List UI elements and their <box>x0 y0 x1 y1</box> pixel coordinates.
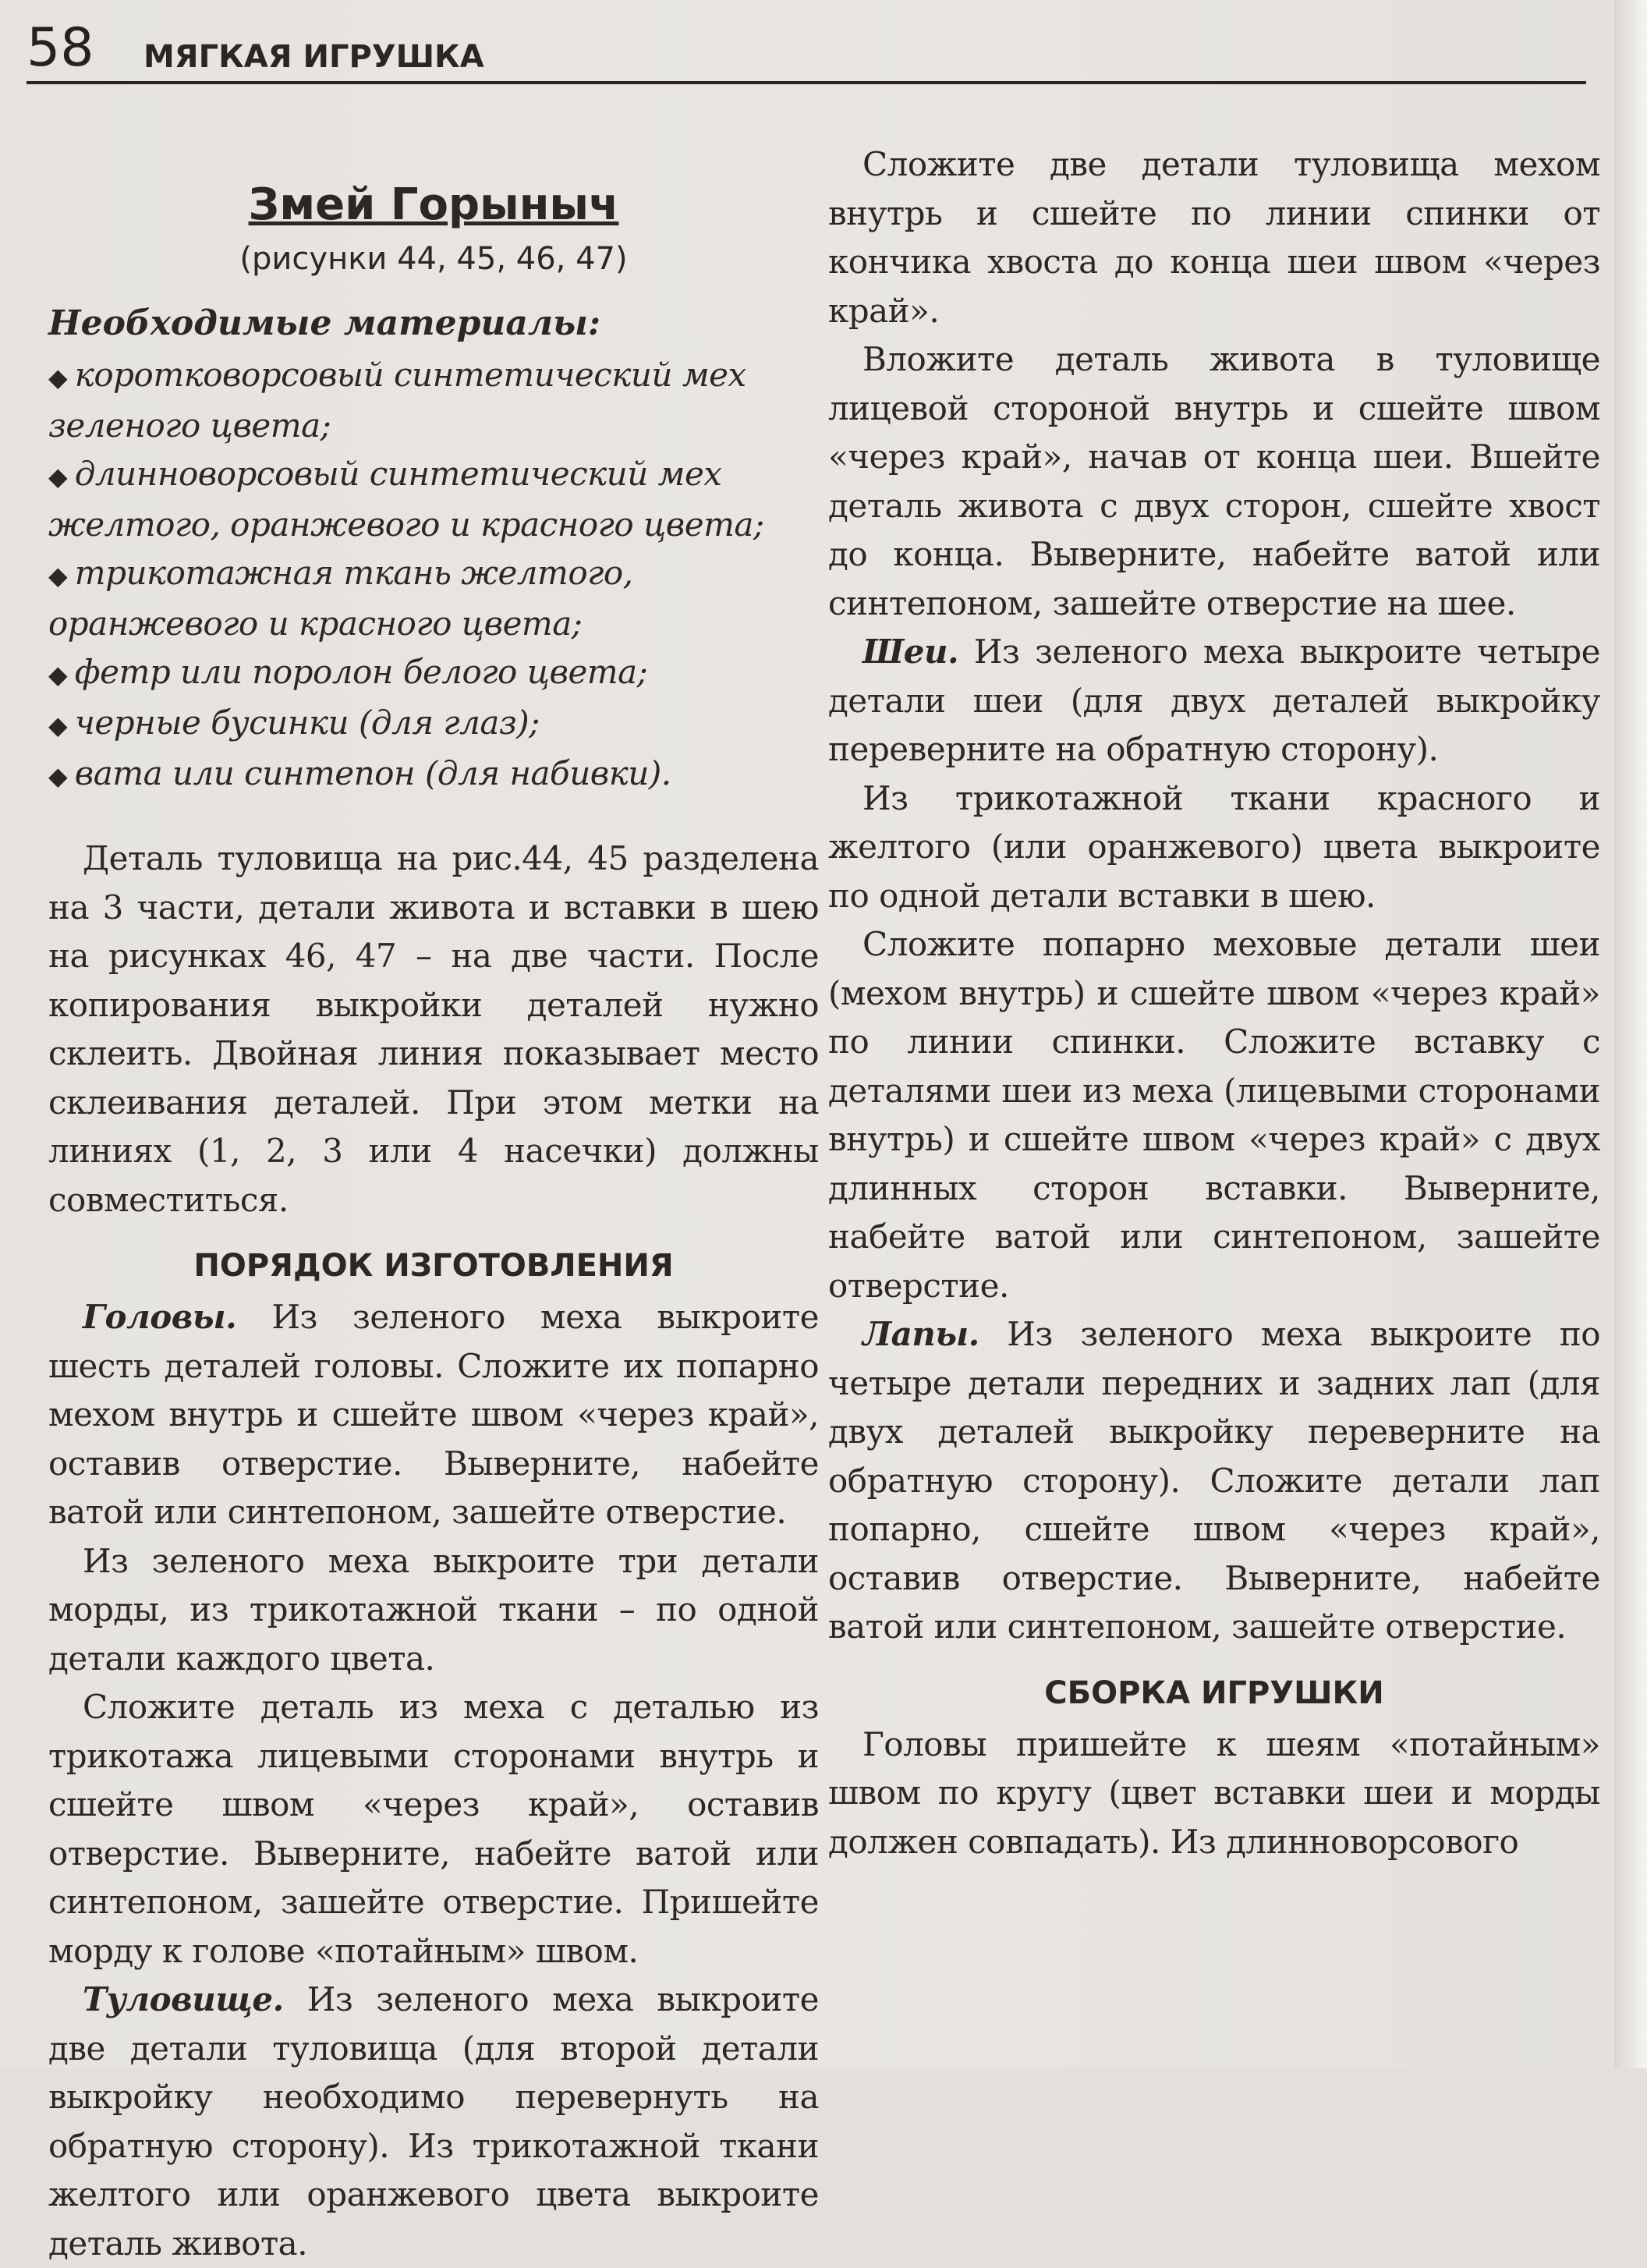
muzzle-paragraph-1: Из зеленого меха выкроите три детали морды, из трикотажной ткани – по одной детали каждого цвета. <box>48 1541 819 1678</box>
material-item: ◆ черные бусинки (для глаз); <box>48 699 819 750</box>
page-number: 58 <box>27 17 94 79</box>
body-lead: Туловище. <box>83 1980 284 2018</box>
paws-text: Из зеленого меха выкроите по четыре детали передних и задних лап (для двух деталей выкройку переверните на обратную сторону). Сложите детали лап попарно, сшейте швом «через край», оставив отверстие. Выверните, набейте ватой или синтепоном, зашейте отверстие. <box>828 1315 1600 1646</box>
materials-list <box>48 351 819 800</box>
heads-paragraph <box>48 1293 819 1537</box>
material-item: ◆ длинноворсовый синтетический мех желтого, оранжевого и красного цвета; <box>48 450 819 549</box>
paws-paragraph <box>828 1310 1600 1652</box>
necks-paragraph-3: Сложите попарно меховые детали шеи (мехом внутрь) и сшейте швом «через край» по линии спинки. Сложите вставку с деталями шеи из меха (лицевыми сторонами внутрь) и сшейте швом «через край» с двух длинных сторон вставки. Выверните, набейте ватой или синтепоном, зашейте отверстие. <box>828 925 1600 1305</box>
body-paragraph-3: Вложите деталь живота в туловище лицевой стороной внутрь и сшейте швом «через край», начав от конца шеи. Вшейте деталь живота с двух сторон, сшейте хвост до конца. Выверните, набейте ватой или синтепоном, зашейте отверстие на шее. <box>828 340 1600 622</box>
paws-lead: Лапы. <box>862 1315 979 1353</box>
necks-text: Из зеленого меха выкроите четыре детали шеи (для двух деталей выкройку переверните на обратную сторону). <box>828 633 1600 768</box>
material-item: ◆ вата или синтепон (для набивки). <box>48 750 819 800</box>
materials-heading: Необходимые материалы: <box>48 303 601 343</box>
right-column <box>828 140 1600 1866</box>
material-item: ◆ фетр или поролон белого цвета; <box>48 648 819 699</box>
section-heading-procedure: ПОРЯДОК ИЗГОТОВЛЕНИЯ <box>193 1248 674 1284</box>
material-item: ◆ коротковорсовый синтетический мех зеленого цвета; <box>48 351 819 450</box>
left-column <box>48 140 819 2268</box>
material-item: ◆ трикотажная ткань желтого, оранжевого и красного цвета; <box>48 549 819 648</box>
muzzle-paragraph-2: Сложите деталь из меха с деталью из трикотажа лицевыми сторонами внутрь и сшейте швом «через край», оставив отверстие. Выверните, набейте ватой или синтепоном, зашейте отверстие. Пришейте морду к голове «потайным» швом. <box>48 1688 819 1970</box>
page-edge <box>1614 0 1647 2068</box>
body-paragraph <box>48 1976 819 2268</box>
necks-paragraph <box>828 628 1600 774</box>
intro-paragraph: Деталь туловища на рис.44, 45 разделена на 3 части, детали живота и вставки в шею на рисунках 46, 47 – на две части. После копирования выкройки деталей нужно склеить. Двойная линия показывает место склеивания деталей. При этом метки на линиях (1, 2, 3 или 4 насечки) должны совместиться. <box>48 839 819 1219</box>
body-paragraph-2: Сложите две детали туловища мехом внутрь и сшейте по линии спинки от кончика хвоста до конца шеи швом «через край». <box>828 145 1600 330</box>
section-heading-assembly: СБОРКА ИГРУШКИ <box>1044 1674 1384 1711</box>
page-header <box>27 17 1586 84</box>
heads-text: Из зеленого меха выкроите шесть деталей головы. Сложите их попарно мехом внутрь и сшейте швом «через край», оставив отверстие. Выверните, набейте ватой или синтепоном, зашейте отверстие. <box>48 1298 819 1531</box>
running-head: МЯГКАЯ ИГРУШКА <box>143 39 484 75</box>
necks-paragraph-2: Из трикотажной ткани красного и желтого (или оранжевого) цвета выкроите по одной детали вставки в шею. <box>828 778 1600 915</box>
article-title: Змей Горыныч <box>248 179 619 230</box>
heads-lead: Головы. <box>83 1298 237 1336</box>
article-subtitle: (рисунки 44, 45, 46, 47) <box>239 241 628 277</box>
body-text: Из зеленого меха выкроите две детали туловища (для второй детали выкройку необходимо перевернуть на обратную сторону). Из трикотажной ткани желтого или оранжевого цвета выкроите деталь живота. <box>48 1980 819 2263</box>
necks-lead: Шеи. <box>862 633 959 671</box>
assembly-paragraph: Головы пришейте к шеям «потайным» швом по кругу (цвет вставки шеи и морды должен совпадать). Из длинноворсового <box>828 1724 1600 1861</box>
